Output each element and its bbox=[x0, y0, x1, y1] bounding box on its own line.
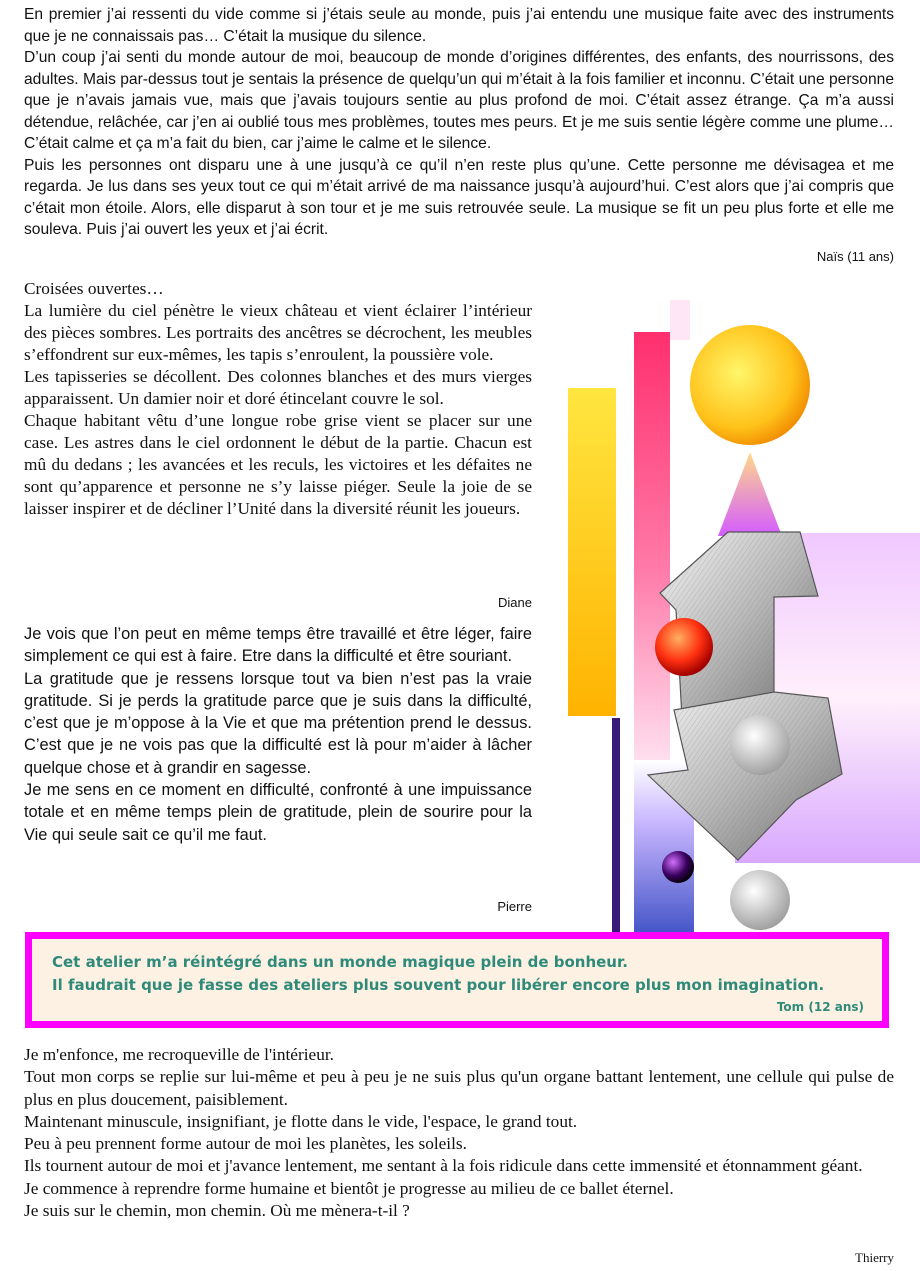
thierry-text bbox=[24, 1044, 894, 1222]
tom-line-2: Il faudrait que je fasse des ateliers plus souvent pour libérer encore plus mon imagination. bbox=[52, 976, 825, 994]
pierre-signature: Pierre bbox=[497, 899, 532, 914]
grey-sphere bbox=[730, 870, 790, 930]
thierry-paragraph-1: Je m'enfonce, me recroqueville de l'intérieur. bbox=[24, 1045, 334, 1064]
yellow-bar bbox=[568, 388, 616, 716]
white-sphere bbox=[730, 715, 790, 775]
nais-paragraph-2: D’un coup j’ai senti du monde autour de moi, beaucoup de monde d’origines différentes, des enfants, des nourrissons, des adultes. Mais par-dessus tout je sentais la présence de quelqu’un qui m’était à la fois familier et inconnu. C’était une personne que je n’avais jamais vue, mais que j’avais toujours sentie au plus profond de moi. C’était assez étrange. Ça m’a aussi détendue, relâchée, car j’en ai oublié tous mes problèmes, toutes mes peurs. Et je me suis sentie légère comme une plume… C’était calme et ça m’a fait du bien, car j’aime le calme et le silence. bbox=[24, 49, 894, 152]
thierry-paragraph-6: Je commence à reprendre forme humaine et bientôt je progresse au milieu de ce ballet éternel. bbox=[24, 1178, 674, 1198]
nais-text bbox=[24, 4, 894, 241]
diane-signature: Diane bbox=[498, 595, 532, 610]
diane-paragraph-1: La lumière du ciel pénètre le vieux château et vient éclairer l’intérieur des pièces sombres. Les portraits des ancêtres se décrochent, les meubles s’effondrent sur eux-mêmes, les tapis s’enroulent, la poussière vole. bbox=[24, 301, 532, 364]
pierre-paragraph-2: La gratitude que je ressens lorsque tout va bien n’est pas la vraie gratitude. Si je perds la gratitude parce que je suis dans la difficulté, c’est que je m’oppose à la Vie et que ma prétention prend le dessus. C’est que je ne vois pas que la difficulté est là pour m’aider à lâcher quelque chose et à grandir en sagesse. bbox=[24, 669, 532, 777]
diane-title: Croisées ouvertes… bbox=[24, 279, 164, 298]
red-sphere bbox=[655, 618, 713, 676]
tom-quote-box bbox=[25, 932, 889, 1028]
nais-signature: Naïs (11 ans) bbox=[816, 249, 894, 264]
dark-purple-sphere bbox=[662, 851, 694, 883]
thierry-paragraph-4: Peu à peu prennent forme autour de moi les planètes, les soleils. bbox=[24, 1134, 467, 1154]
thierry-paragraph-5: Ils tournent autour de moi et j'avance lentement, me sentant à la fois ridicule dans cette immensité et étonnamment géant. bbox=[24, 1156, 863, 1176]
sun-circle bbox=[690, 325, 810, 445]
abstract-artwork bbox=[560, 300, 920, 940]
pierre-paragraph-1: Je vois que l’on peut en même temps être travaillé et être léger, faire simplement ce qui est à faire. Etre dans la difficulté et être souriant. bbox=[24, 625, 532, 666]
pierre-paragraph-3: Je me sens en ce moment en difficulté, confronté à une impuissance totale et en même temps plein de gratitude, plein de sourire pour la Vie qui seule sait ce qu’il me faut. bbox=[24, 781, 532, 844]
thierry-paragraph-2: Tout mon corps se replie sur lui-même et peu à peu je ne suis plus qu'un organe battant lentement, une cellule qui pulse de plus en plus doucement, paisiblement. bbox=[24, 1067, 894, 1109]
diane-paragraph-3: Chaque habitant vêtu d’une longue robe grise vient se placer sur une case. Les astres dans le ciel ordonnent le début de la partie. Chacun est mû du dedans ; les avancées et les reculs, les victoires et les défaites ne sont qu’apparence et personne ne s’y laisse piéger. Seule la joie de se laisser inspirer et de décliner l’Unité dans la diversité réunit les joueurs. bbox=[24, 411, 532, 518]
top-light-bar bbox=[670, 300, 690, 340]
diane-paragraph-2: Les tapisseries se décollent. Des colonnes blanches et des murs vierges apparaissent. Un damier noir et doré étincelant couvre le sol. bbox=[24, 367, 532, 408]
nais-paragraph-1: En premier j’ai ressenti du vide comme si j’étais seule au monde, puis j’ai entendu une musique faite avec des instruments que je ne connaissais pas… C’était la musique du silence. bbox=[24, 6, 894, 45]
nais-paragraph-3: Puis les personnes ont disparu une à une jusqu’à ce qu’il n’en reste plus qu’une. Cette personne me dévisagea et me regarda. Je lus dans ses yeux tout ce qui m’était arrivé de ma naissance jusqu’à aujourd’hui. C’est alors que j’ai compris que c’était mon étoile. Alors, elle disparut à son tour et je me suis retrouvée seule. La musique se fit un peu plus forte et elle me souleva. Puis j’ai ouvert les yeux et j’ai écrit. bbox=[24, 156, 894, 238]
diane-text bbox=[24, 278, 532, 520]
thierry-paragraph-7: Je suis sur le chemin, mon chemin. Où me mènera-t-il ? bbox=[24, 1201, 410, 1221]
pink-bar bbox=[634, 332, 670, 762]
thierry-signature: Thierry bbox=[855, 1250, 894, 1265]
pierre-text bbox=[24, 623, 532, 846]
thierry-paragraph-3: Maintenant minuscule, insignifiant, je flotte dans le vide, l'espace, le grand tout. bbox=[24, 1111, 578, 1131]
violet-triangle bbox=[718, 452, 782, 536]
tom-signature: Tom (12 ans) bbox=[776, 1000, 864, 1014]
indigo-line bbox=[612, 718, 620, 933]
tom-line-1: Cet atelier m’a réintégré dans un monde magique plein de bonheur. bbox=[52, 953, 628, 971]
